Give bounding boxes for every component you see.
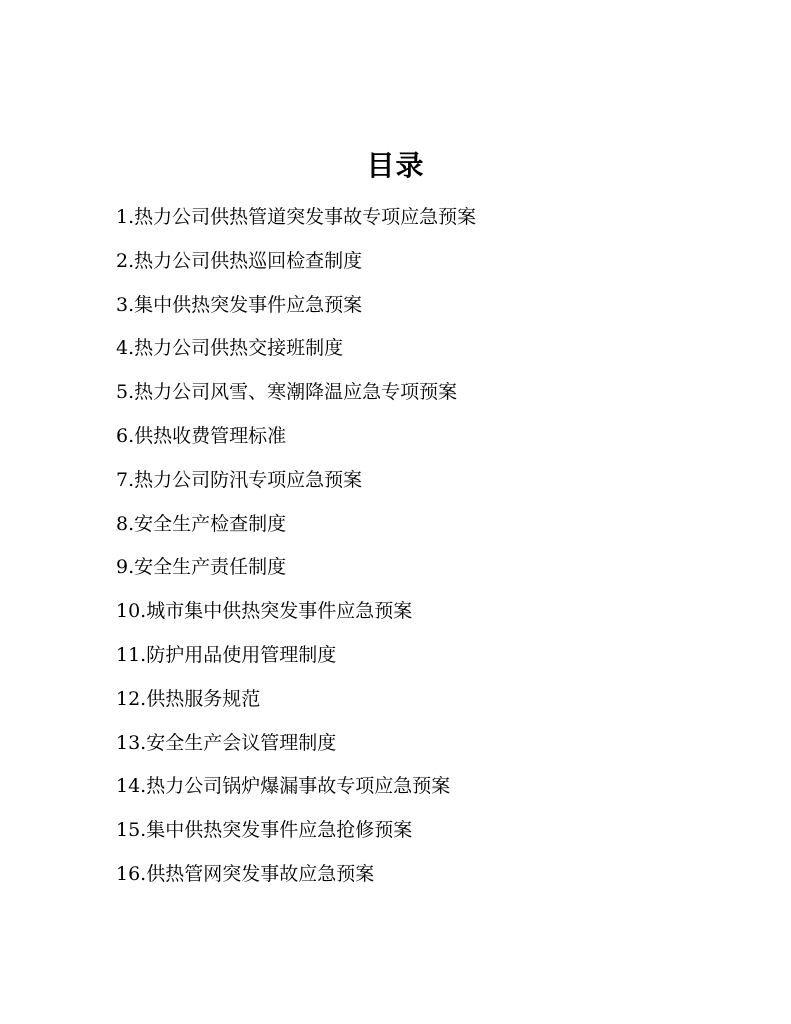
toc-item: 13.安全生产会议管理制度 (116, 731, 337, 754)
toc-title: 目录 (366, 149, 425, 182)
toc-item: 6.供热收费管理标准 (116, 424, 287, 447)
toc-item: 10.城市集中供热突发事件应急预案 (116, 600, 413, 623)
toc-item: 11.防护用品使用管理制度 (116, 643, 337, 666)
toc-item: 3.集中供热突发事件应急预案 (116, 293, 363, 316)
toc-item: 8.安全生产检查制度 (116, 512, 287, 535)
toc-item: 4.热力公司供热交接班制度 (116, 337, 344, 360)
toc-list (116, 199, 476, 900)
toc-item: 9.安全生产责任制度 (116, 556, 287, 579)
toc-item: 16.供热管网突发事故应急预案 (116, 862, 375, 885)
toc-item: 5.热力公司风雪、寒潮降温应急专项预案 (116, 381, 458, 404)
toc-item: 2.热力公司供热巡回检查制度 (116, 249, 363, 272)
toc-item: 1.热力公司供热管道突发事故专项应急预案 (116, 206, 477, 228)
toc-item: 14.热力公司锅炉爆漏事故专项应急预案 (116, 775, 451, 798)
toc-item: 15.集中供热突发事件应急抢修预案 (116, 819, 413, 842)
toc-item: 12.供热服务规范 (116, 687, 261, 710)
toc-item: 7.热力公司防汛专项应急预案 (116, 468, 363, 491)
